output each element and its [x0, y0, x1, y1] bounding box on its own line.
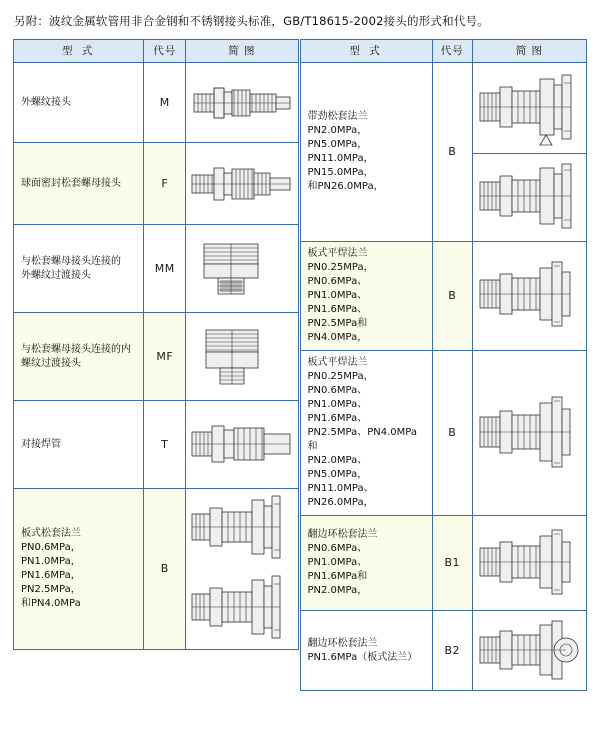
- header-code: 代号: [144, 40, 186, 63]
- code-cell: B1: [432, 516, 472, 611]
- threaded-male-joint-icon: [188, 72, 296, 134]
- type-line: 与松套螺母接头连接的: [21, 255, 121, 267]
- table-row: [14, 63, 299, 143]
- page-title: 另附：波纹金属软管用非合金钢和不锈钢接头标准，GB/T18615-2002接头的形式和代号。: [14, 14, 489, 28]
- code-cell: M: [144, 63, 186, 143]
- figure-cell-male-thread-transition: [186, 225, 298, 313]
- type-cell: [14, 63, 144, 143]
- type-line: PN11.0MPa，PN15.0MPa，: [307, 153, 374, 178]
- header-code: 代号: [432, 40, 472, 63]
- table-row: [14, 489, 299, 650]
- type-line: 板式平焊法兰: [307, 248, 368, 259]
- type-line: PN1.0MPa、PN1.6MPa、: [307, 290, 368, 315]
- figure-cell-lapped-ring-flange-2: [472, 611, 586, 691]
- male-thread-transition-icon: [188, 234, 296, 304]
- plate-lap-joint-flange-icon: [188, 490, 296, 648]
- type-cell: [14, 225, 144, 313]
- lapped-ring-flange-icon: [474, 518, 584, 608]
- left-fitting-table: [13, 39, 299, 650]
- type-line: PN2.5MPa、PN4.0MPa 和: [307, 427, 418, 452]
- figure-cell-ribbed-lap-flange-2: [472, 154, 586, 242]
- figure-cell-plate-lap-joint-flange: [186, 489, 298, 650]
- type-cell: [14, 489, 144, 650]
- table-header-row: [300, 40, 587, 63]
- type-cell: [14, 143, 144, 225]
- code-cell: MM: [144, 225, 186, 313]
- type-line: PN2.0MPa，PN5.0MPa，: [307, 125, 368, 150]
- type-line: PN11.0MPa、PN26.0MPa，: [307, 483, 374, 508]
- type-line: PN2.0MPa、PN5.0MPa，: [307, 455, 368, 480]
- type-line: 对接焊管: [21, 438, 61, 450]
- code-cell: B: [144, 489, 186, 650]
- type-line: PN1.0MPa、PN1.6MPa、: [307, 399, 368, 424]
- type-line: 翻边环松套法兰: [307, 529, 378, 540]
- table-row: [14, 225, 299, 313]
- code-cell: T: [144, 401, 186, 489]
- table-header-row: [14, 40, 299, 63]
- code-cell: B: [432, 63, 472, 242]
- figure-cell-lapped-ring-flange: [472, 516, 586, 611]
- type-line: 翻边环松套法兰: [307, 637, 378, 649]
- header-type: 型 式: [300, 40, 432, 63]
- female-thread-transition-icon: [188, 322, 296, 392]
- plate-slip-on-flange-icon-2: [474, 377, 584, 489]
- code-cell: B: [432, 351, 472, 516]
- type-cell: [300, 516, 432, 611]
- table-row: [300, 516, 587, 611]
- type-line: 螺纹过渡接头: [21, 357, 81, 369]
- type-line: 板式松套法兰: [21, 528, 81, 539]
- ribbed-lap-flange-icon: [474, 65, 584, 151]
- header-figure: 简 图: [472, 40, 586, 63]
- table-row: [14, 143, 299, 225]
- figure-cell-female-thread-transition: [186, 313, 298, 401]
- table-row: [14, 313, 299, 401]
- type-line: PN0.6MPa、PN1.0MPa、: [307, 543, 368, 568]
- table-row: [300, 63, 587, 154]
- type-line: PN2.5MPa和PN4.0MPa，: [307, 318, 368, 343]
- right-flange-table: [300, 39, 588, 691]
- type-line: 外螺纹过渡接头: [21, 269, 91, 281]
- table-row: [14, 401, 299, 489]
- type-line: PN1.6MPa和PN2.0MPa，: [307, 571, 368, 596]
- type-line: 与松套螺母接头连接的内: [21, 343, 131, 355]
- figure-cell-plate-slip-on-flange-2: [472, 351, 586, 516]
- type-line: 带劲松套法兰: [307, 111, 368, 122]
- type-cell: [14, 401, 144, 489]
- spherical-seal-union-nut-icon: [188, 152, 296, 216]
- butt-weld-pipe-icon: [188, 412, 296, 478]
- type-cell: [300, 611, 432, 691]
- table-row: [300, 242, 587, 351]
- code-cell: MF: [144, 313, 186, 401]
- type-line: PN0.25MPa，PN0.6MPa、: [307, 371, 374, 396]
- plate-slip-on-flange-icon: [474, 252, 584, 340]
- table-row: [300, 611, 587, 691]
- type-cell: [300, 242, 432, 351]
- type-line: 球面密封松套螺母接头: [21, 177, 121, 189]
- lapped-ring-flange-icon-2: [474, 613, 584, 689]
- figure-cell-butt-weld-pipe: [186, 401, 298, 489]
- figure-cell-threaded-male-joint: [186, 63, 298, 143]
- type-line: PN1.6MPa，PN2.5MPa，: [21, 570, 81, 595]
- ribbed-lap-flange-icon-2: [474, 156, 584, 240]
- type-line: PN1.6MPa（板式法兰）: [307, 651, 418, 663]
- header-type: 型 式: [14, 40, 144, 63]
- table-row: [300, 351, 587, 516]
- figure-cell-spherical-seal-union-nut: [186, 143, 298, 225]
- code-cell: B2: [432, 611, 472, 691]
- type-cell: [300, 63, 432, 242]
- type-line: PN0.25MPa，PN0.6MPa、: [307, 262, 374, 287]
- type-cell: [14, 313, 144, 401]
- type-line: 板式平焊法兰: [307, 357, 368, 368]
- figure-cell-plate-slip-on-flange: [472, 242, 586, 351]
- tables-container: [13, 39, 587, 691]
- type-line: 和PN26.0MPa，: [307, 181, 384, 192]
- type-cell: [300, 351, 432, 516]
- code-cell: B: [432, 242, 472, 351]
- header-figure: 简 图: [186, 40, 298, 63]
- type-line: PN0.6MPa，PN1.0MPa，: [21, 542, 81, 567]
- figure-cell-ribbed-lap-flange: [472, 63, 586, 154]
- code-cell: F: [144, 143, 186, 225]
- type-line: 外螺纹接头: [21, 96, 71, 108]
- type-line: 和PN4.0MPa: [21, 598, 81, 609]
